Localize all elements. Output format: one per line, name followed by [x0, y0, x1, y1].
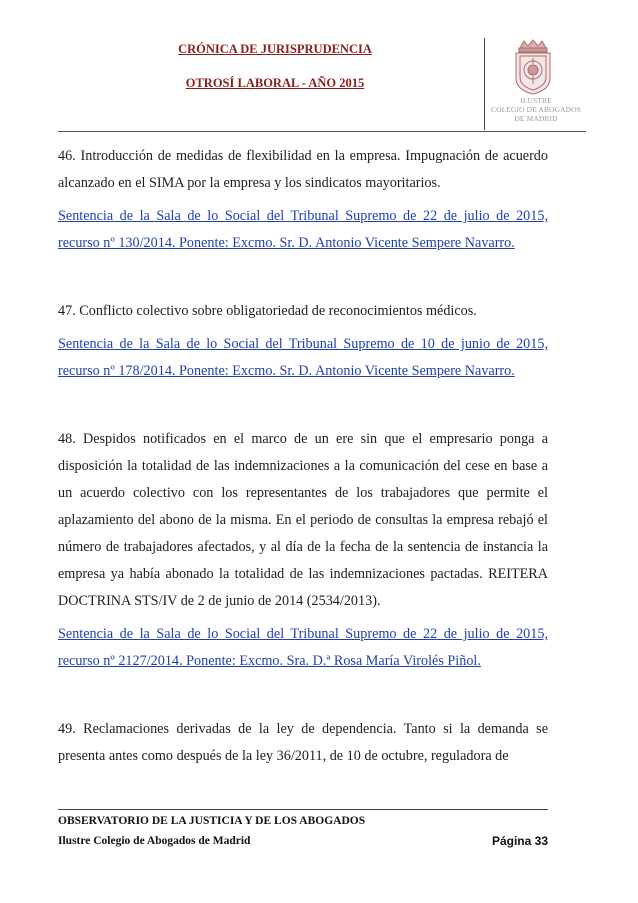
- logo-caption-line: ILUSTRE: [520, 96, 552, 105]
- entry-47-summary: 47. Conflicto colectivo sobre obligatoriedad de reconocimientos médicos.: [58, 303, 477, 319]
- page-header: [0, 0, 638, 140]
- footer-institution: Ilustre Colegio de Abogados de Madrid: [58, 835, 251, 847]
- page-number: Página 33: [491, 834, 548, 848]
- logo-caption: [488, 96, 584, 123]
- header-rule: [58, 131, 586, 132]
- document-body: [58, 143, 548, 770]
- header-title: CRÓNICA DE JURISPRUDENCIA: [178, 42, 372, 56]
- footer-organization: OBSERVATORIO DE LA JUSTICIA Y DE LOS ABOGADOS: [58, 815, 366, 827]
- logo-caption-line: COLEGIO DE ABOGADOS: [491, 105, 581, 114]
- crest-icon: [508, 38, 558, 96]
- footer-rule: [58, 809, 548, 810]
- entry-47-citation-link[interactable]: Sentencia de la Sala de lo Social del Tribunal Supremo de 10 de junio de 2015, recurso nº 178/2014. Ponente: Excmo. Sr. D. Antonio Vicente Sempere Navarro.: [58, 336, 548, 379]
- logo-caption-line: DE MADRID: [514, 114, 558, 123]
- entry-49-summary: 49. Reclamaciones derivadas de la ley de dependencia. Tanto si la demanda se presenta antes como después de la ley 36/2011, de 10 de octubre, reguladora de: [58, 721, 548, 764]
- entry-46-citation-link[interactable]: Sentencia de la Sala de lo Social del Tribunal Supremo de 22 de julio de 2015, recurso nº 130/2014. Ponente: Excmo. Sr. D. Antonio Vicente Sempere Navarro.: [58, 208, 548, 251]
- entry-48-summary: 48. Despidos notificados en el marco de un ere sin que el empresario ponga a disposición la totalidad de las indemnizaciones a la comunicación del cese en base a un acuerdo colectivo con los representantes de los trabajadores que permite el aplazamiento del abono de la misma. En el periodo de consultas la empresa rebajó el número de trabajadores afectados, y al día de la fecha de la sentencia de instancia la empresa ya había abonado la totalidad de las indemnizaciones pactadas. REITERA DOCTRINA STS/IV de 2 de junio de 2014 (2534/2013).: [58, 431, 548, 609]
- header-subtitle: OTROSÍ LABORAL - AÑO 2015: [185, 76, 365, 90]
- entry-48-citation-link[interactable]: Sentencia de la Sala de lo Social del Tribunal Supremo de 22 de julio de 2015, recurso nº 2127/2014. Ponente: Excmo. Sra. D.ª Rosa María Virolés Piñol.: [58, 626, 548, 669]
- header-divider: [484, 38, 485, 130]
- entry-46-summary: 46. Introducción de medidas de flexibilidad en la empresa. Impugnación de acuerdo alcanzado en el SIMA por la empresa y los sindicatos mayoritarios.: [58, 148, 548, 191]
